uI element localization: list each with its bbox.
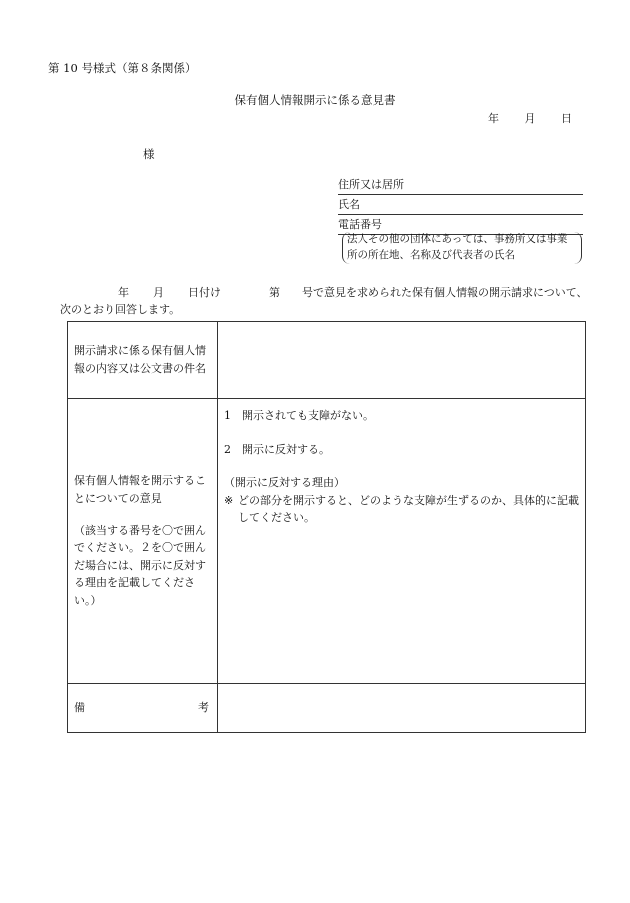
phone-label: 電話番号 bbox=[338, 218, 382, 231]
date-year-label: 年 bbox=[488, 112, 499, 125]
subject-label: 開示請求に係る保有個人情報の内容又は公文書の件名 bbox=[68, 322, 218, 399]
intro-number-prefix: 第 bbox=[269, 286, 280, 299]
intro-day-dated: 日付け bbox=[188, 286, 221, 299]
note-text: どの部分を開示すると、どのような支障が生ずるのか、具体的に記載してください。 bbox=[238, 493, 579, 525]
date-month-label: 月 bbox=[524, 112, 536, 125]
remarks-value-cell[interactable] bbox=[218, 684, 586, 733]
corporate-note: 法人その他の団体にあっては、事務所又は事業所の所在地、名称及び代表者の氏名 bbox=[342, 232, 582, 264]
table-row bbox=[68, 399, 586, 684]
table-row bbox=[68, 684, 586, 733]
objection-reason-heading: （開示に反対する理由） bbox=[224, 476, 345, 490]
opinion-value-cell[interactable] bbox=[218, 399, 586, 684]
option-objection[interactable]: 2 開示に反対する。 bbox=[224, 442, 330, 456]
opinion-form-table bbox=[67, 321, 586, 733]
date-day-label: 日 bbox=[561, 112, 572, 125]
option-no-objection[interactable]: 1 開示されても支障がない。 bbox=[224, 409, 374, 422]
remarks-label-cell bbox=[68, 684, 218, 733]
opinion-label-cell bbox=[68, 399, 218, 684]
table-row bbox=[68, 322, 586, 399]
intro-text: 号で意見を求められた保有個人情報の開示請求について、次のとおり回答します。 bbox=[60, 286, 588, 316]
note-mark: ※ bbox=[224, 493, 234, 507]
remarks-char-1: 備 bbox=[74, 701, 85, 715]
opinion-label: 保有個人情報を開示することについての意見 bbox=[74, 474, 206, 506]
intro-month: 月 bbox=[153, 286, 164, 299]
opinion-instruction: （該当する番号を〇で囲んでください。２を〇で囲んだ場合には、開示に反対する理由を記載してください。） bbox=[74, 523, 206, 607]
intro-year: 年 bbox=[118, 286, 129, 299]
remarks-char-2: 考 bbox=[198, 701, 209, 715]
address-field[interactable] bbox=[338, 177, 583, 195]
addressee-suffix: 様 bbox=[143, 147, 155, 161]
document-title: 保有個人情報開示に係る意見書 bbox=[234, 93, 396, 107]
date-line bbox=[488, 111, 572, 127]
name-field[interactable] bbox=[338, 197, 583, 215]
form-number: 第 10 号様式（第８条関係） bbox=[48, 61, 197, 75]
address-label: 住所又は居所 bbox=[338, 178, 404, 191]
intro-paragraph bbox=[60, 285, 590, 318]
objection-note bbox=[224, 492, 579, 527]
subject-value-cell[interactable] bbox=[218, 322, 586, 399]
name-label: 氏名 bbox=[338, 198, 360, 211]
